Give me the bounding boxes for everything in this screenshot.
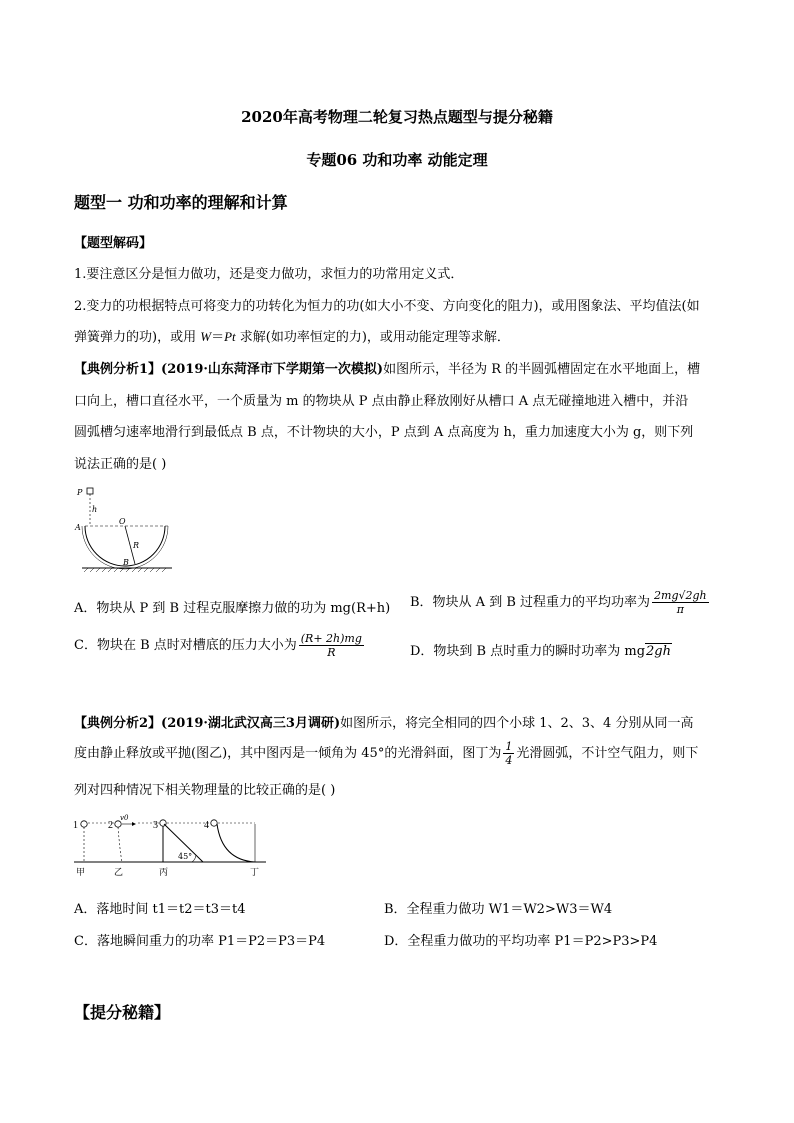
page-subtitle: 专题06 功和功率 动能定理 [306, 151, 488, 169]
svg-text:R: R [133, 541, 140, 550]
example1-option-a[interactable]: A．物块从 P 到 B 过程克服摩擦力做的功为 mg(R+h) [74, 601, 391, 616]
example2-option-b[interactable]: B．全程重力做功 W1＝W2>W3＝W4 [384, 902, 613, 917]
svg-text:O: O [119, 517, 126, 526]
example1-line-3: 圆弧槽匀速率地滑行到最低点 B 点，不计物块的大小，P 点到 A 点高度为 h，重力加速度大小为 g，则下列 [74, 425, 694, 440]
tips-heading: 【提分秘籍】 [74, 1003, 171, 1022]
page-title: 2020年高考物理二轮复习热点题型与提分秘籍 [241, 108, 553, 126]
fraction: $\frac{(R+ 2h)mg}{R}$ [300, 632, 362, 659]
svg-text:v0: v0 [120, 814, 129, 822]
ball-1 [81, 821, 87, 827]
decode-label: 【题型解码】 [74, 236, 153, 251]
svg-text:2: 2 [108, 820, 113, 831]
example2-option-a[interactable]: A．落地时间 t1＝t2＝t3＝t4 [74, 902, 246, 917]
example2-line-2: 度由静止释放或平抛(图乙)，其中图丙是一倾角为 45°的光滑斜面，图丁为 $\frac{1}{4}$ 光滑圆弧，不计空气阻力，则下 [74, 740, 699, 767]
example1-line-1: 【典例分析1】(2019·山东菏泽市下学期第一次模拟)如图所示，半径为 R 的半圆弧槽固定在水平地面上，槽 [74, 362, 701, 377]
paragraph-2-line-2: 弹簧弹力的功)，或用 W＝Pt 求解(如功率恒定的力)，或用动能定理等求解． [74, 329, 510, 345]
figure-four-balls [70, 812, 270, 880]
figure-semicircle-groove [70, 484, 180, 576]
paragraph-2-line-1: 2.变力的功根据特点可将变力的功转化为恒力的功(如大小不变、方向变化的阻力)，或用图象法、平均值法(如 [74, 299, 700, 314]
example2-line-3: 列对四种情况下相关物理量的比较正确的是( ) [74, 783, 336, 798]
example1-line-2: 口向上，槽口直径水平，一个质量为 m 的物块从 P 点由静止释放刚好从槽口 A 点无碰撞地进入槽中，并沿 [74, 394, 689, 409]
svg-text:甲: 甲 [76, 868, 86, 878]
paragraph-1: 1.要注意区分是恒力做功，还是变力做功，求恒力的功常用定义式． [74, 267, 464, 282]
svg-text:丙: 丙 [159, 868, 169, 878]
example2-option-d[interactable]: D．全程重力做功的平均功率 P1＝P2>P3>P4 [384, 934, 658, 949]
svg-text:B: B [123, 558, 129, 567]
block-p [87, 488, 93, 494]
svg-text:3: 3 [153, 820, 158, 831]
svg-text:乙: 乙 [114, 868, 124, 878]
ball-4 [211, 820, 217, 826]
svg-text:4: 4 [204, 820, 209, 831]
svg-text:h: h [92, 505, 98, 514]
example1-line-4: 说法正确的是( ) [74, 457, 167, 472]
fraction: $\frac{2mg√2gh}{\pi}$ [654, 589, 707, 616]
svg-text:1: 1 [73, 820, 78, 831]
example2-line-1: 【典例分析2】(2019·湖北武汉高三3月调研)如图所示，将完全相同的四个小球 1、2、3、4 分别从同一高 [74, 716, 694, 731]
example1-option-d[interactable]: D．物块到 B 点时重力的瞬时功率为 mg2gh [410, 644, 671, 659]
svg-text:丁: 丁 [250, 868, 260, 878]
svg-text:A: A [75, 523, 81, 532]
fraction: $\frac{1}{4}$ [505, 740, 513, 767]
svg-text:P: P [77, 488, 83, 497]
example2-option-c[interactable]: C．落地瞬间重力的功率 P1＝P2＝P3＝P4 [74, 934, 326, 949]
svg-text:45°: 45° [178, 852, 193, 861]
section-heading: 题型一 功和功率的理解和计算 [74, 193, 288, 212]
example1-option-c[interactable]: C．物块在 B 点时对槽底的压力大小为 $\frac{(R+ 2h)mg}{R}$ [74, 632, 362, 659]
example1-option-b[interactable]: B．物块从 A 到 B 过程重力的平均功率为 $\frac{2mg√2gh}{\pi}$ [410, 589, 707, 616]
